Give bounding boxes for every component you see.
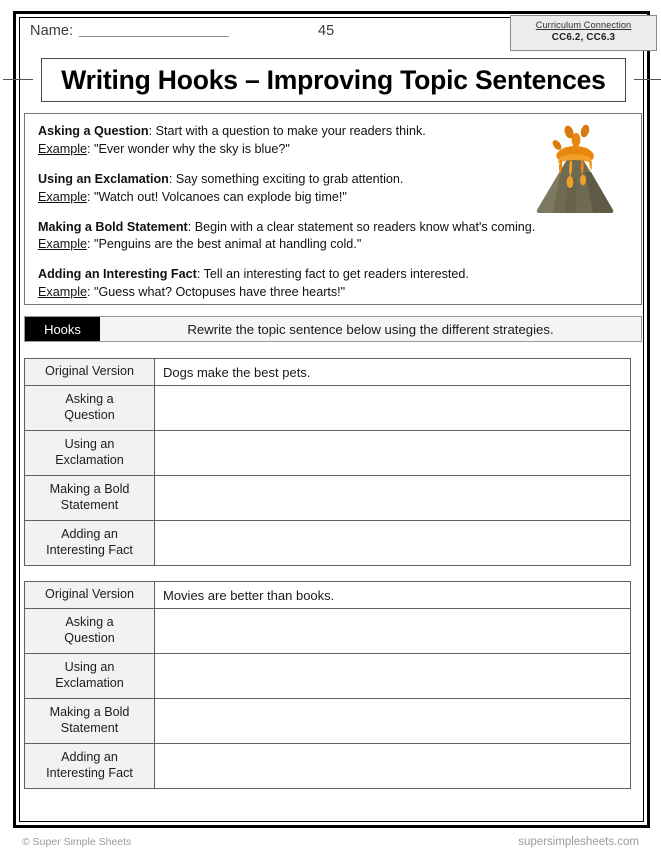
label-line-2: Statement [60, 498, 119, 512]
answer-input-adding-an-interesting-fact[interactable] [155, 744, 631, 789]
answer-input-using-an-exclamation[interactable] [155, 431, 631, 476]
label-line-2: Statement [60, 721, 119, 735]
strategy-name: Using an Exclamation [38, 171, 169, 186]
name-label: Name: [30, 23, 74, 39]
label-line-1: Asking a [65, 615, 114, 630]
hooks-table-2 [24, 581, 631, 789]
strategy-definition-line [38, 266, 629, 284]
table-row [25, 431, 631, 476]
strategy-name: Making a Bold Statement [38, 219, 188, 234]
strategy-label-using-an-exclamation [25, 431, 155, 476]
page-number: 45 [318, 23, 335, 39]
table-row [25, 386, 631, 431]
strategies-info-box [24, 113, 642, 305]
label-line-1: Adding an [61, 750, 118, 765]
label-line-1: Asking a [65, 392, 114, 407]
strategy-label-making-a-bold-statement [25, 699, 155, 744]
volcano-icon [523, 120, 627, 224]
answer-input-asking-a-question[interactable] [155, 386, 631, 431]
example-text: : "Guess what? Octopuses have three hearts!" [87, 285, 346, 300]
curriculum-connection-badge [510, 15, 657, 51]
strategy-label-using-an-exclamation [25, 654, 155, 699]
answer-input-asking-a-question[interactable] [155, 609, 631, 654]
strategy-description: : Start with a question to make your readers think. [148, 124, 426, 138]
strategy-label-asking-a-question [25, 386, 155, 431]
answer-input-making-a-bold-statement[interactable] [155, 476, 631, 521]
strategy-example-line [38, 236, 629, 254]
example-text: : "Watch out! Volcanoes can explode big time!" [87, 189, 347, 204]
table-row [25, 359, 631, 386]
example-label: Example [38, 189, 87, 204]
answer-input-adding-an-interesting-fact[interactable] [155, 521, 631, 566]
strategy-label-adding-an-interesting-fact [25, 521, 155, 566]
strategy-label-asking-a-question [25, 609, 155, 654]
worksheet-content [18, 15, 649, 828]
table-row [25, 521, 631, 566]
example-label: Example [38, 141, 87, 156]
table-row [25, 609, 631, 654]
page-title-box [41, 58, 626, 102]
hooks-instruction: Rewrite the topic sentence below using the different strategies. [100, 317, 641, 341]
strategy-name: Adding an Interesting Fact [38, 267, 197, 282]
label-line-1: Making a Bold [49, 705, 130, 720]
label-line-2: Question [64, 631, 115, 645]
label-line-2: Exclamation [55, 676, 124, 690]
label-line-2: Interesting Fact [46, 543, 133, 557]
strategy-description: : Begin with a clear statement so readers know what's coming. [187, 219, 536, 234]
curriculum-codes: CC6.2, CC6.3 [551, 31, 616, 43]
table-row [25, 582, 631, 609]
original-sentence: Dogs make the best pets. [155, 359, 631, 386]
label-line-1: Using an [64, 437, 115, 452]
table-row [25, 476, 631, 521]
strategy-description: : Say something exciting to grab attention. [168, 171, 404, 186]
table-row [25, 654, 631, 699]
original-version-label: Original Version [25, 582, 155, 609]
name-write-line[interactable] [79, 36, 229, 37]
strategy-description: : Tell an interesting fact to get readers interested. [196, 267, 469, 282]
curriculum-title: Curriculum Connection [535, 20, 632, 30]
label-line-1: Using an [64, 660, 115, 675]
label-line-2: Question [64, 408, 115, 422]
title-region [18, 58, 649, 102]
answer-input-using-an-exclamation[interactable] [155, 654, 631, 699]
strategy-example-line [38, 284, 629, 302]
name-field[interactable] [30, 23, 229, 39]
strategy-label-adding-an-interesting-fact [25, 744, 155, 789]
label-line-1: Making a Bold [49, 482, 130, 497]
table-row [25, 744, 631, 789]
answer-input-making-a-bold-statement[interactable] [155, 699, 631, 744]
strategy-label-making-a-bold-statement [25, 476, 155, 521]
hooks-table-1 [24, 358, 631, 566]
copyright-text: © Super Simple Sheets [22, 836, 132, 848]
page-title: Writing Hooks – Improving Topic Sentences [61, 64, 606, 95]
example-text: : "Penguins are the best animal at handling cold." [87, 237, 362, 252]
table-row [25, 699, 631, 744]
hooks-section-bar [24, 316, 642, 342]
example-text: : "Ever wonder why the sky is blue?" [87, 141, 290, 156]
example-label: Example [38, 285, 87, 300]
website-text[interactable]: supersimplesheets.com [518, 836, 639, 848]
label-line-2: Exclamation [55, 453, 124, 467]
page-footer [0, 836, 661, 856]
strategy-item [38, 266, 629, 302]
original-sentence: Movies are better than books. [155, 582, 631, 609]
label-line-2: Interesting Fact [46, 766, 133, 780]
original-version-label: Original Version [25, 359, 155, 386]
example-label: Example [38, 237, 87, 252]
hooks-label: Hooks [25, 317, 100, 341]
strategy-name: Asking a Question [38, 124, 149, 138]
worksheet-header [18, 15, 649, 55]
label-line-1: Adding an [61, 527, 118, 542]
